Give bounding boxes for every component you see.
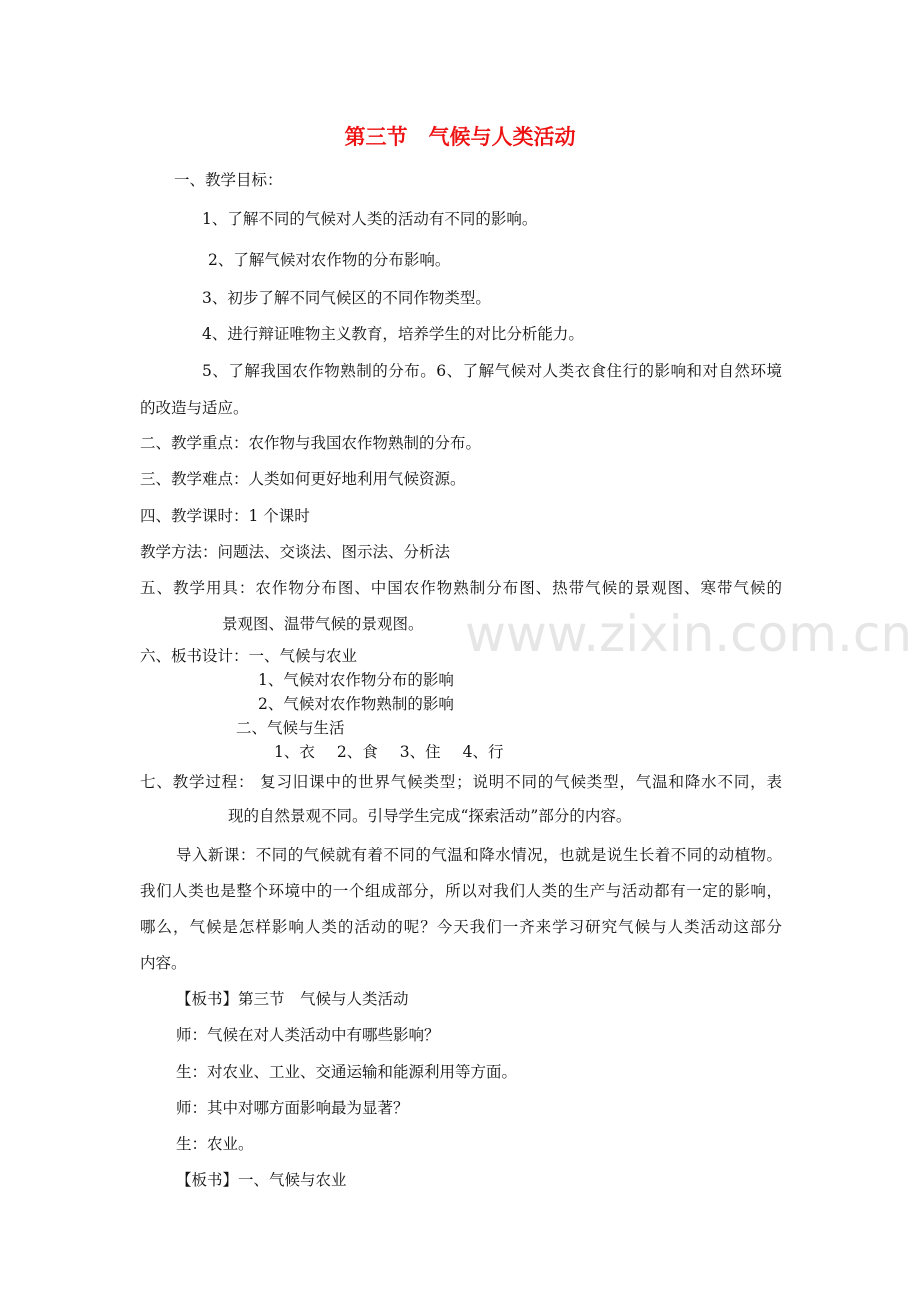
objective-3: 3、初步了解不同气候区的不同作物类型。: [202, 289, 491, 307]
section-4-hours: 四、教学课时：1 个课时: [140, 507, 310, 525]
teaching-methods: 教学方法：问题法、交谈法、图示法、分析法: [140, 543, 451, 561]
section-2-key-points: 二、教学重点：农作物与我国农作物熟制的分布。: [140, 434, 482, 452]
board-sub-2: 2、气候对农作物熟制的影响: [258, 695, 454, 713]
intro-line-3: 哪么，气候是怎样影响人类的活动的呢？今天我们一齐来学习研究气候与人类活动这部分: [140, 918, 782, 936]
section-7-process: 七、教学过程： 复习旧课中的世界气候类型；说明不同的气候类型，气温和降水不同，表: [140, 773, 782, 791]
objective-5-6: 5、了解我国农作物熟制的分布。6、了解气候对人类衣食住行的影响和对自然环境: [202, 362, 782, 380]
board-sub-3: 二、气候与生活: [236, 719, 345, 737]
section-1-heading: 一、教学目标：: [174, 171, 283, 189]
student-answer-1: 生：对农业、工业、交通运输和能源利用等方面。: [176, 1063, 518, 1081]
teacher-question-1: 师：气候在对人类活动中有哪些影响？: [176, 1026, 440, 1044]
section-5-tools-cont: 景观图、温带气候的景观图。: [222, 615, 424, 633]
objective-2: 2、了解气候对农作物的分布影响。: [208, 251, 451, 269]
board-note-agriculture: 【板书】一、气候与农业: [176, 1171, 347, 1189]
objective-1: 1、了解不同的气候对人类的活动有不同的影响。: [202, 210, 538, 228]
section-3-difficulties: 三、教学难点：人类如何更好地利用气候资源。: [140, 470, 466, 488]
watermark: www.zixin.com.cn: [465, 605, 913, 663]
board-note-title: 【板书】第三节 气候与人类活动: [176, 990, 409, 1008]
student-answer-2: 生：农业。: [176, 1135, 254, 1153]
section-5-tools: 五、教学用具：农作物分布图、中国农作物熟制分布图、热带气候的景观图、寒带气候的: [140, 579, 782, 597]
life-item-housing: 3、住: [399, 743, 441, 761]
intro-line-4: 内容。: [140, 954, 187, 972]
teacher-question-2: 师：其中对哪方面影响最为显著？: [176, 1099, 409, 1117]
life-item-travel: 4、行: [462, 743, 504, 761]
life-item-clothing: 1、衣: [274, 743, 315, 761]
intro-line-2: 我们人类也是整个环境中的一个组成部分，所以对我们人类的生产与活动都有一定的影响，: [140, 882, 782, 900]
section-7-process-cont: 现的自然景观不同。引导学生完成“探索活动”部分的内容。: [228, 807, 632, 825]
objective-4: 4、进行辩证唯物主义教育，培养学生的对比分析能力。: [202, 325, 584, 343]
objective-6-cont: 的改造与适应。: [140, 399, 249, 417]
intro-line-1: 导入新课：不同的气候就有着不同的气温和降水情况，也就是说生长着不同的动植物。: [176, 846, 782, 864]
board-life-items: [274, 742, 504, 762]
board-sub-1: 1、气候对农作物分布的影响: [258, 671, 454, 689]
section-6-board-design: 六、板书设计：一、气候与农业: [140, 647, 358, 665]
page-title: 第三节 气候与人类活动: [344, 125, 576, 149]
life-item-food: 2、食: [336, 743, 378, 761]
